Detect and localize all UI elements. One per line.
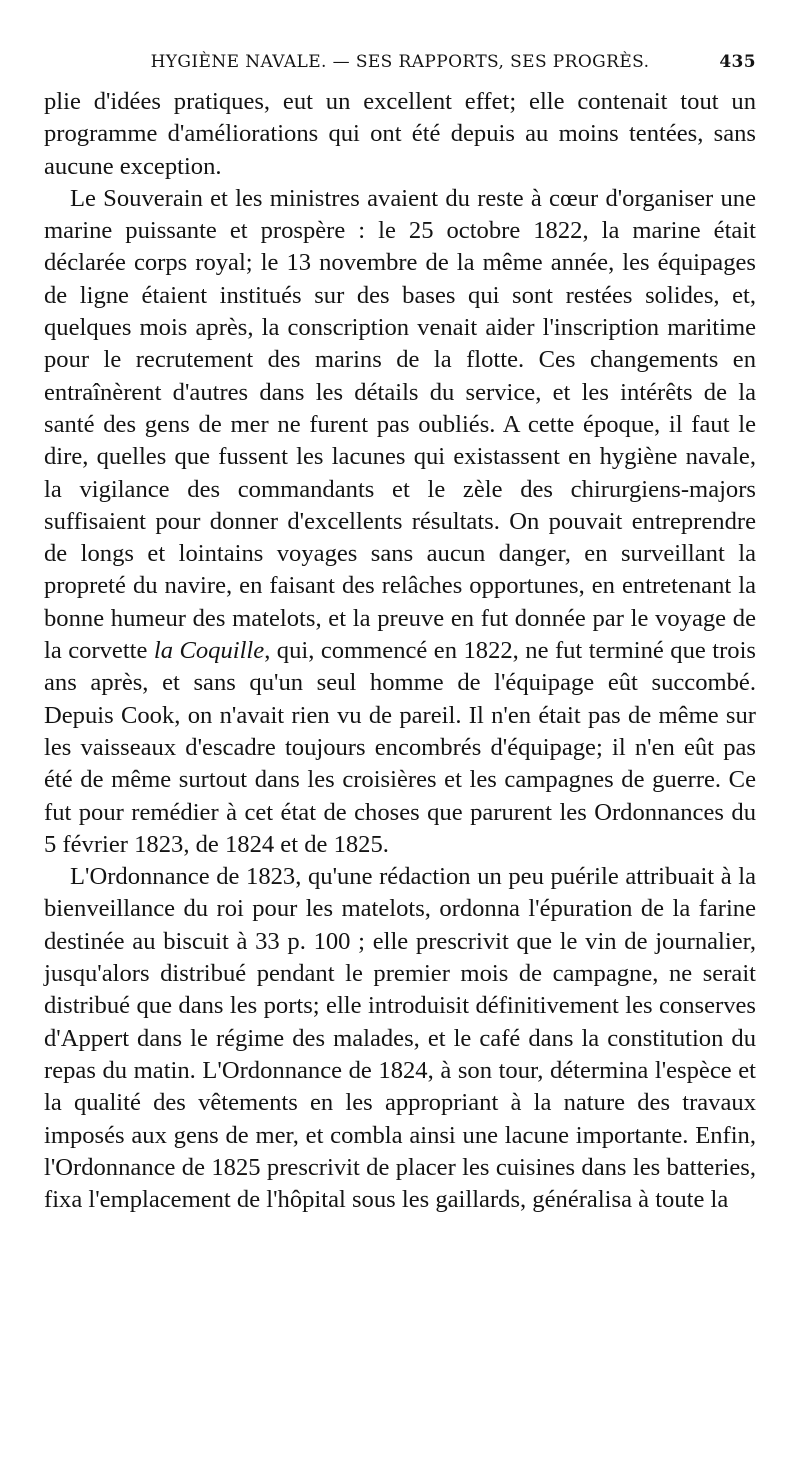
ship-name: la Coquille	[153, 637, 265, 665]
paragraph-2-text-before: Le Souverain et les ministres avaient du reste à cœur d'organiser une marine puissante et prospère : le 25 octobre 1822, la marine était déclarée corps royal; le 13 novembre de la même année, les équipages de ligne étaient institués sur des bases qui sont restées solides, et, quelques mois après, la conscription venait aider l'inscription maritime pour le recrutement des marins de la flotte. Ces changements en entraînèrent d'autres dans les détails du service, et les intérêts de la santé des gens de mer ne furent pas oubliés. A cette époque, il faut le dire, quelles que fussent les lacunes qui existassent en hygiène navale, la vigilance des commandants et le zèle des chirurgiens-majors suffisaient pour donner d'excellents résultats. On pouvait entreprendre de longs et lointains voyages sans aucun danger, en surveillant la propreté du navire, en faisant des relâches opportunes, en entretenant la bonne humeur des matelots, et la preuve en fut donnée par le voyage de la corvette	[44, 184, 756, 665]
body-text	[44, 86, 756, 1216]
page-number: 435	[719, 52, 756, 72]
paragraph-3: L'Ordonnance de 1823, qu'une rédaction un peu puérile attribuait à la bienveillance du roi pour les matelots, ordonna l'épuration de la farine destinée au biscuit à 33 p. 100 ; elle prescrivit que le vin de journalier, jusqu'alors distribué pendant le premier mois de campagne, ne serait distribué que dans les ports; elle introduisit définitivement les conserves d'Appert dans le régime des malades, et le café dans la constitution du repas du matin. L'Ordonnance de 1824, à son tour, détermina l'espèce et la qualité des vêtements en les appropriant à la nature des travaux imposés aux gens de mer, et combla ainsi une lacune importante. Enfin, l'Ordonnance de 1825 prescrivit de placer les cuisines dans les batteries, fixa l'emplacement de l'hôpital sous les gaillards, généralisa à toute la	[44, 863, 756, 1214]
paragraph-2-text-after: , qui, commencé en 1822, ne fut terminé que trois ans après, et sans qu'un seul homme de l'équipage eût succombé. Depuis Cook, on n'avait rien vu de pareil. Il n'en était pas de même sur les vaisseaux d'escadre toujours encombrés d'équipage; il n'en eût pas été de même surtout dans les croisières et les campagnes de guerre. Ce fut pour remédier à cet état de choses que parurent les Ordonnances du 5 février 1823, de 1824 et de 1825.	[44, 637, 756, 858]
running-header	[44, 44, 756, 80]
book-page	[44, 44, 756, 1216]
running-title: HYGIÈNE NAVALE. — SES RAPPORTS, SES PROGRÈS.	[150, 52, 650, 72]
paragraph-2	[44, 183, 756, 861]
paragraph-1: plie d'idées pratiques, eut un excellent effet; elle contenait tout un programme d'améliorations qui ont été depuis au moins tentées, sans aucune exception.	[44, 88, 756, 180]
